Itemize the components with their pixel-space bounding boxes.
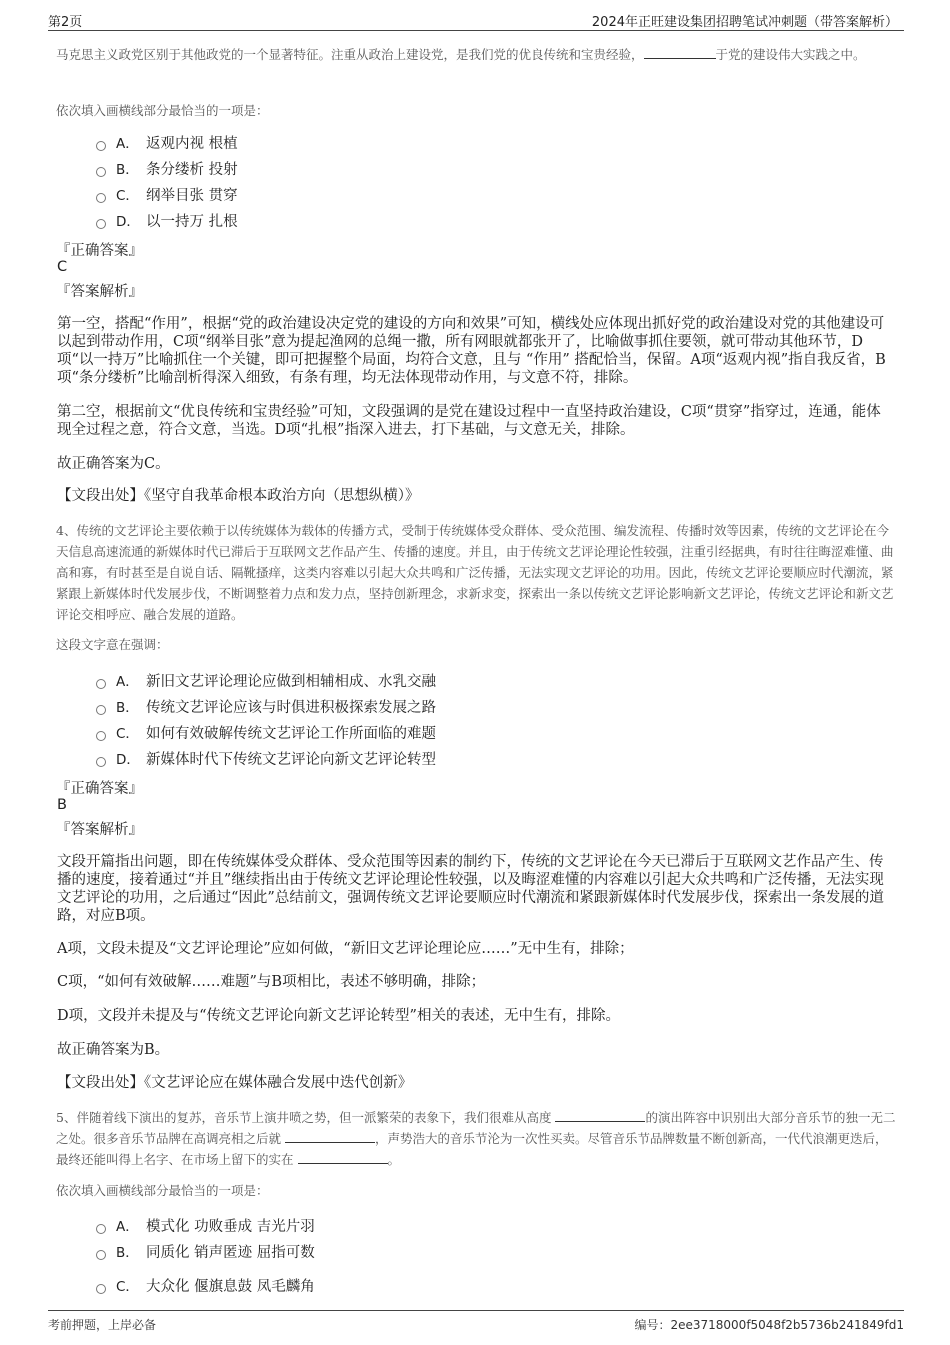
page-footer xyxy=(48,1310,904,1332)
radio-icon[interactable] xyxy=(96,193,106,203)
q4-passage: 4、传统的文艺评论主要依赖于以传统媒体为载体的传播方式，受制于传统媒体受众群体、受众范围、编发流程、传播时效等因素，传统的文艺评论在今天信息高速流通的新媒体时代已滞后于互联网文艺作品产生、传播的速度。并且，由于传统文艺评论理论性较强，注重引经据典，有时往往晦涩难懂、曲高和寡，有时甚至是自说自话、隔靴搔痒，这类内容难以引起大众共鸣和广泛传播，无法实现文艺评论的功用。因此，传统文艺评论要顺应时代潮流，紧紧跟上新媒体时代发展步伐，不断调整着力点和发力点，坚持创新理念，求新求变，探索出一条以传统文艺评论影响新文艺评论，传统文艺评论和新文艺评论交相呼应、融合发展的道路。 xyxy=(56,523,894,622)
q4-conclusion: 故正确答案为B。 xyxy=(57,1042,170,1058)
q5-options xyxy=(96,1214,315,1300)
fill-blank xyxy=(555,1109,645,1122)
q3-analysis-1: 第一空，搭配“作用”，根据“党的政治建设决定党的建设的方向和效果”可知，横线处应体现出抓好党的政治建设对党的其他建设可以起到带动作用，C项“纲举目张”意为提起渔网的总绳一撒，所有网眼就都张开了，比喻做事抓住要领，就可带动其他环节，D项“以一持万”比喻抓住一个关键，即可把握整个局面，均符合文意，且与 “作用” 搭配恰当，保留。A项“返观内视”指自我反省，B项“条分缕析”比喻剖析得深入细致，有条有理，均无法体现带动作用，与文意不符，排除。 xyxy=(57,316,886,386)
option-a[interactable]: A． 模式化 功败垂成 吉光片羽 xyxy=(96,1214,315,1240)
option-b[interactable]: B． 条分缕析 投射 xyxy=(96,157,238,183)
analysis-label: 『答案解析』 xyxy=(56,822,143,838)
fill-blank xyxy=(285,1130,375,1143)
footer-slogan: 考前押题，上岸必备 xyxy=(48,1318,157,1332)
q4-analysis-a: A项，文段未提及“文艺评论理论”应如何做，“新旧文艺评论理论应……”无中生有，排除； xyxy=(57,941,634,957)
option-b[interactable]: B． 同质化 销声匿迹 屈指可数 xyxy=(96,1240,315,1266)
radio-icon[interactable] xyxy=(96,1250,106,1260)
answer-value: C xyxy=(57,259,68,275)
radio-icon[interactable] xyxy=(96,679,106,689)
q3-source: 【文段出处】《坚守自我革命根本政治方向（思想纵横）》 xyxy=(57,488,420,504)
answer-label: 『正确答案』 xyxy=(56,781,143,797)
q4-analysis-c: C项，“如何有效破解……难题”与B项相比，表述不够明确，排除； xyxy=(57,974,486,990)
answer-value: B xyxy=(57,797,67,813)
fill-blank xyxy=(298,1151,388,1164)
q3-options xyxy=(96,131,238,235)
q3-conclusion: 故正确答案为C。 xyxy=(57,456,170,472)
radio-icon[interactable] xyxy=(96,705,106,715)
option-d[interactable]: D． 新媒体时代下传统文艺评论向新文艺评论转型 xyxy=(96,747,436,773)
option-a[interactable]: A． 返观内视 根植 xyxy=(96,131,238,157)
option-c[interactable]: C． 如何有效破解传统文艺评论工作所面临的难题 xyxy=(96,721,436,747)
q5-prompt: 依次填入画横线部分最恰当的一项是： xyxy=(56,1183,269,1198)
page-number: 第2页 xyxy=(48,15,83,30)
q3-analysis-2: 第二空，根据前文“优良传统和宝贵经验”可知，文段强调的是党在建设过程中一直坚持政治建设，C项“贯穿”指穿过，连通，能体现全过程之意，符合文意，当选。D项“扎根”指深入进去，打下基础，与文意无关，排除。 xyxy=(57,404,881,438)
q4-analysis-1: 文段开篇指出问题，即在传统媒体受众群体、受众范围等因素的制约下，传统的文艺评论在今天已滞后于互联网文艺作品产生、传播的速度，接着通过“并且”继续指出由于传统文艺评论理论性较强，以及晦涩难懂的内容难以引起大众共鸣和广泛传播，无法实现文艺评论的功用，之后通过“因此”总结前文，强调传统文艺评论要顺应时代潮流和紧跟新媒体时代发展步伐，探索出一条发展的道路，对应B项。 xyxy=(57,854,884,924)
document-title: 2024年正旺建设集团招聘笔试冲刺题（带答案解析） xyxy=(591,15,898,30)
q4-prompt: 这段文字意在强调： xyxy=(56,637,169,652)
analysis-label: 『答案解析』 xyxy=(56,284,143,300)
option-a[interactable]: A． 新旧文艺评论理论应做到相辅相成、水乳交融 xyxy=(96,669,436,695)
radio-icon[interactable] xyxy=(96,219,106,229)
option-d[interactable]: D． 以一持万 扎根 xyxy=(96,209,238,235)
q5-passage: 5、伴随着线下演出的复苏，音乐节上演井喷之势，但一派繁荣的表象下，我们很难从高度 的演出阵容中识别出大部分音乐节的独一无二之处。很多音乐节品牌在高调亮相之后就 ，声势浩大的音乐节沦为一次性买卖。尽管音乐节品牌数量不断创新高，一代代浪潮更迭后，最终还能叫得上名字、在市场上留下的实在 。 xyxy=(56,1110,896,1167)
fill-blank xyxy=(644,46,716,59)
document-serial: 编号：2ee3718000f5048f2b5736b241849fd1 xyxy=(634,1318,904,1332)
radio-icon[interactable] xyxy=(96,1224,106,1234)
q4-source: 【文段出处】《文艺评论应在媒体融合发展中迭代创新》 xyxy=(57,1075,413,1091)
answer-label: 『正确答案』 xyxy=(56,243,143,259)
radio-icon[interactable] xyxy=(96,1284,106,1294)
option-c[interactable]: C． 纲举目张 贯穿 xyxy=(96,183,238,209)
radio-icon[interactable] xyxy=(96,167,106,177)
q4-analysis-d: D项，文段并未提及与“传统文艺评论向新文艺评论转型”相关的表述，无中生有，排除。 xyxy=(57,1008,620,1024)
option-b[interactable]: B． 传统文艺评论应该与时俱进积极探索发展之路 xyxy=(96,695,436,721)
radio-icon[interactable] xyxy=(96,731,106,741)
q4-options xyxy=(96,669,436,773)
page-header xyxy=(48,8,904,31)
radio-icon[interactable] xyxy=(96,141,106,151)
radio-icon[interactable] xyxy=(96,757,106,767)
q3-prompt: 依次填入画横线部分最恰当的一项是： xyxy=(56,103,269,118)
q3-passage: 马克思主义政党区别于其他政党的一个显著特征。注重从政治上建设党，是我们党的优良传统和宝贵经验， 于党的建设伟大实践之中。 xyxy=(56,47,866,62)
option-c[interactable]: C． 大众化 偃旗息鼓 凤毛麟角 xyxy=(96,1274,315,1300)
